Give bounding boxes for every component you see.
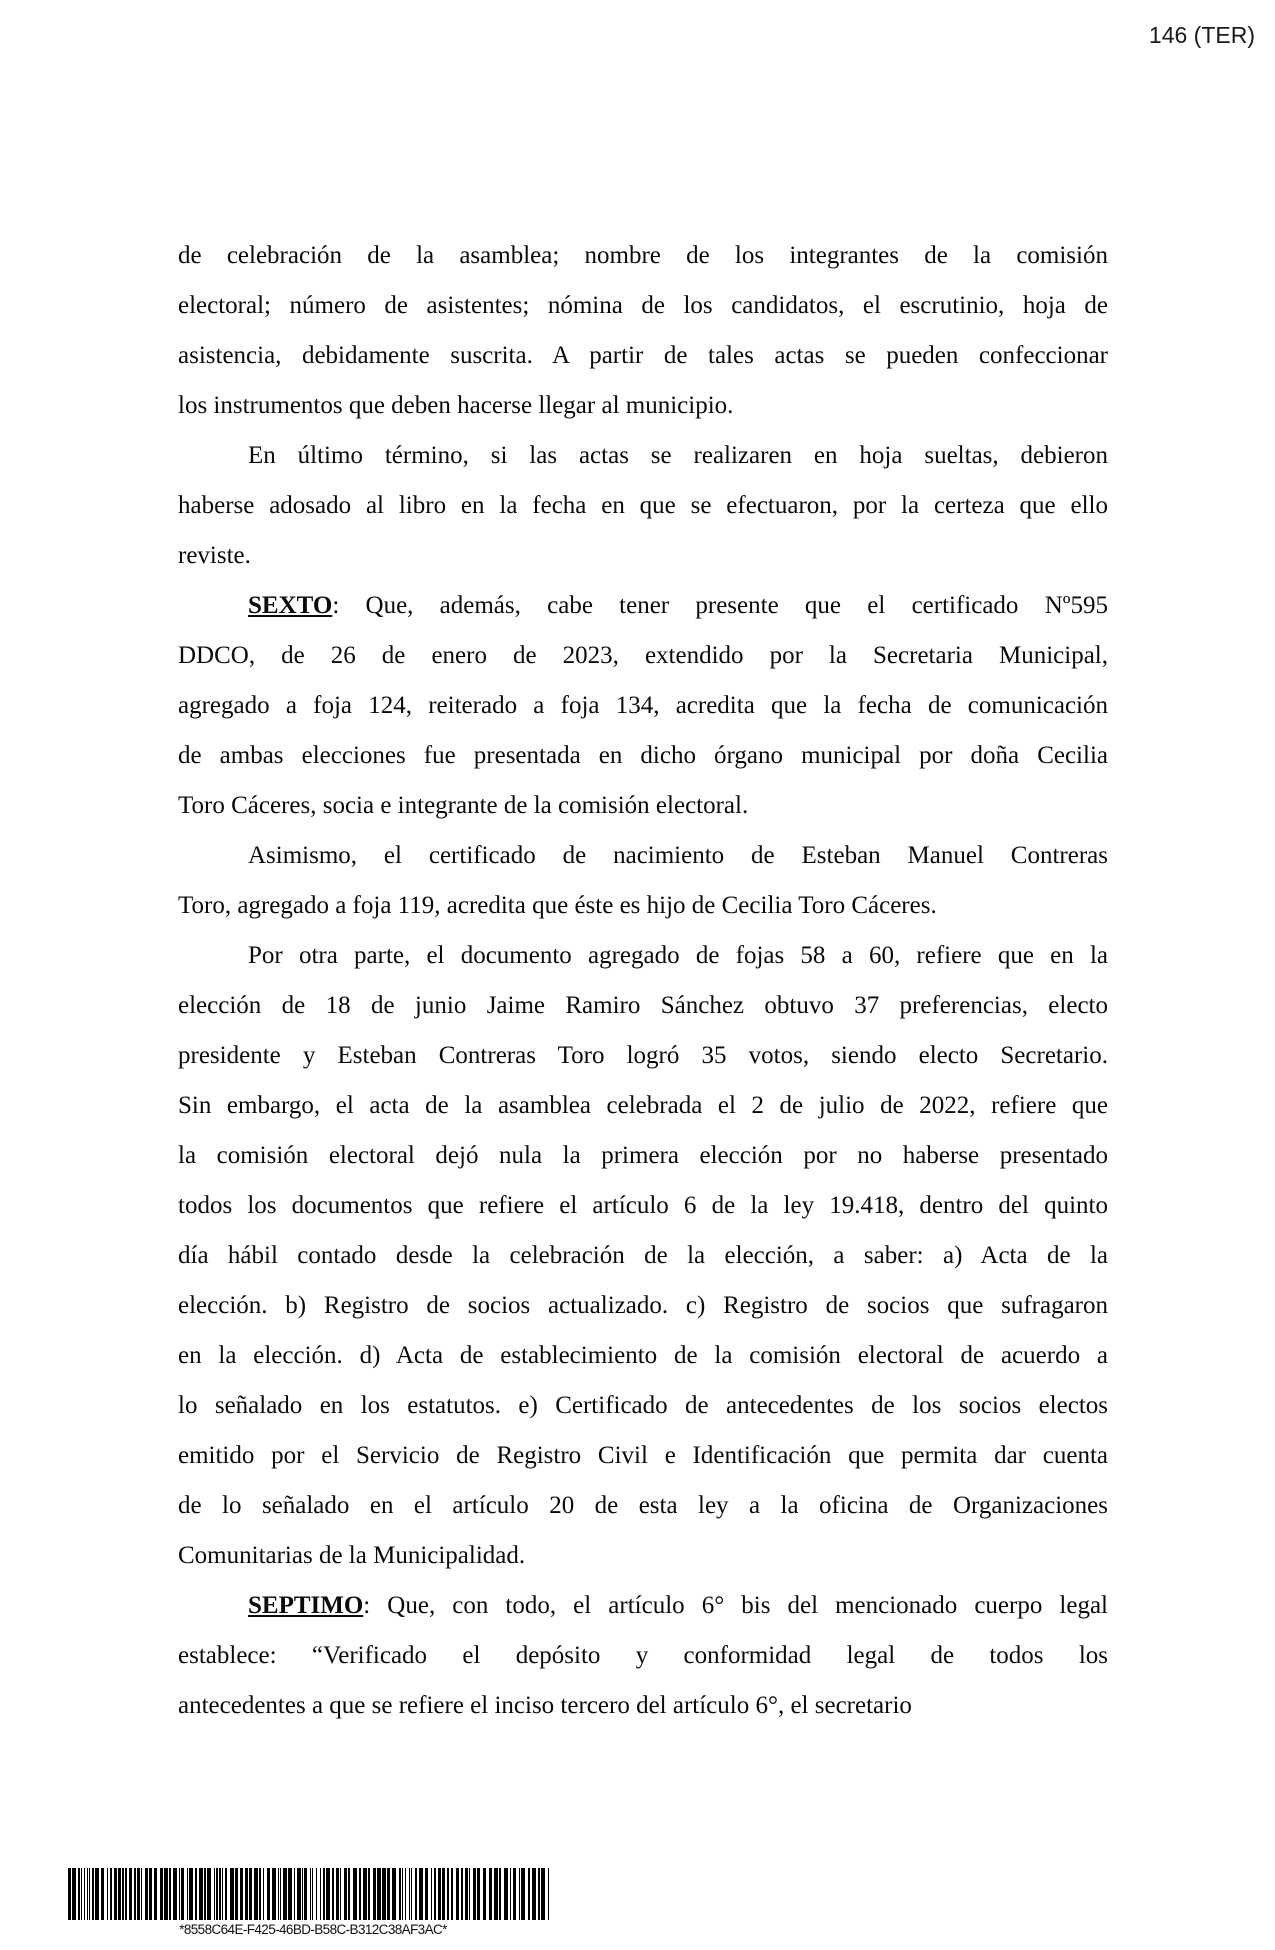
text-line: En último término, si las actas se realizaren en hoja sueltas, debieron <box>248 442 1108 469</box>
text-line: los instrumentos que deben hacerse llegar al municipio. <box>178 392 734 419</box>
text-line: Toro, agregado a foja 119, acredita que éste es hijo de Cecilia Toro Cáceres. <box>178 892 937 919</box>
text-line: establece: “Verificado el depósito y conformidad legal de todos los <box>178 1642 1108 1669</box>
text-line: día hábil contado desde la celebración de la elección, a saber: a) Acta de la <box>178 1242 1108 1269</box>
text-line: todos los documentos que refiere el artículo 6 de la ley 19.418, dentro del quinto <box>178 1192 1108 1219</box>
text-line: Asimismo, el certificado de nacimiento de Esteban Manuel Contreras <box>248 842 1108 869</box>
text-line: Sin embargo, el acta de la asamblea celebrada el 2 de julio de 2022, refiere que <box>178 1092 1108 1119</box>
text-line: SEXTO: Que, además, cabe tener presente que el certificado Nº595 <box>248 592 1108 619</box>
text-line: agregado a foja 124, reiterado a foja 134, acredita que la fecha de comunicación <box>178 692 1108 719</box>
text-line: elección de 18 de junio Jaime Ramiro Sánchez obtuvo 37 preferencias, electo <box>178 992 1108 1019</box>
text-line: presidente y Esteban Contreras Toro logró 35 votos, siendo electo Secretario. <box>178 1042 1108 1069</box>
page-number: 146 (TER) <box>1148 22 1255 48</box>
text-line: elección. b) Registro de socios actualizado. c) Registro de socios que sufragaron <box>178 1292 1108 1319</box>
text-line: emitido por el Servicio de Registro Civil e Identificación que permita dar cuenta <box>178 1442 1108 1469</box>
text-line: Toro Cáceres, socia e integrante de la comisión electoral. <box>178 792 749 819</box>
text-line: antecedentes a que se refiere el inciso tercero del artículo 6°, el secretario <box>178 1692 912 1719</box>
text-line: asistencia, debidamente suscrita. A partir de tales actas se pueden confeccionar <box>178 342 1108 369</box>
text-line: en la elección. d) Acta de establecimiento de la comisión electoral de acuerdo a <box>178 1342 1108 1369</box>
text-line: la comisión electoral dejó nula la primera elección por no haberse presentado <box>178 1142 1108 1169</box>
text-line: haberse adosado al libro en la fecha en que se efectuaron, por la certeza que ello <box>178 492 1108 519</box>
text-line: SEPTIMO: Que, con todo, el artículo 6° bis del mencionado cuerpo legal <box>248 1592 1108 1619</box>
text-line: lo señalado en los estatutos. e) Certificado de antecedentes de los socios electos <box>178 1392 1108 1419</box>
section-heading: SEPTIMO <box>248 1592 364 1619</box>
text-line: Comunitarias de la Municipalidad. <box>178 1542 526 1569</box>
text-line: reviste. <box>178 542 251 569</box>
text-line: de ambas elecciones fue presentada en dicho órgano municipal por doña Cecilia <box>178 742 1108 769</box>
text-line: de lo señalado en el artículo 20 de esta ley a la oficina de Organizaciones <box>178 1492 1108 1519</box>
barcode <box>68 1868 558 1920</box>
section-heading: SEXTO <box>248 592 333 619</box>
barcode-text: *8558C64E-F425-46BD-B58C-B312C38AF3AC* <box>179 1922 447 1937</box>
text-line: electoral; número de asistentes; nómina de los candidatos, el escrutinio, hoja de <box>178 292 1108 319</box>
text-line: de celebración de la asamblea; nombre de los integrantes de la comisión <box>178 242 1108 269</box>
document-body <box>178 231 1108 1731</box>
text-line: DDCO, de 26 de enero de 2023, extendido por la Secretaria Municipal, <box>178 642 1108 669</box>
text-line: Por otra parte, el documento agregado de fojas 58 a 60, refiere que en la <box>248 942 1108 969</box>
